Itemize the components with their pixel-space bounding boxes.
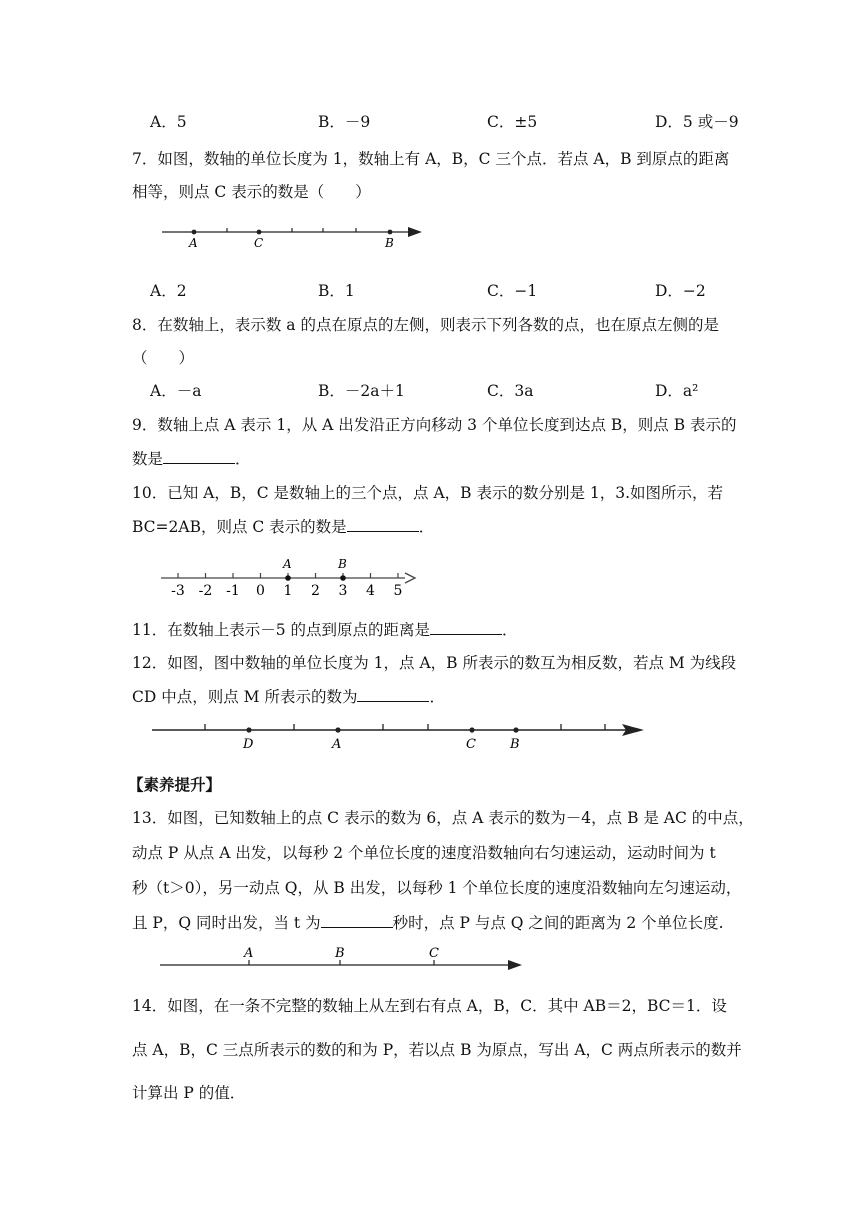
q10-tick-label: -1 xyxy=(226,583,240,599)
q12-label-a: A xyxy=(332,737,342,752)
q13-label-b: B xyxy=(335,946,345,961)
q13-label-c: C xyxy=(429,946,439,961)
q13-text-line3: 秒（t＞0），另一动点 Q，从 B 出发，以每秒 1 个单位长度的速度沿数轴向左匀速运动， xyxy=(132,879,742,897)
q8-option-d: D．a² xyxy=(655,382,699,400)
q10-tick-label: 3 xyxy=(338,583,348,599)
q13-text-line2: 动点 P 从点 A 出发，以每秒 2 个单位长度的速度沿数轴向右匀速运动，运动时间为 t xyxy=(132,844,716,862)
q12-text-pre: CD 中点，则点 M 所表示的数为 xyxy=(132,688,358,706)
q8-option-a: A．－a xyxy=(150,382,202,400)
q9-answer-blank[interactable] xyxy=(163,449,235,464)
q12-number-line xyxy=(148,714,658,754)
q12-label-c: C xyxy=(466,737,476,752)
q10-tick-label: 4 xyxy=(366,583,375,599)
q12-text-line1: 12．如图，图中数轴的单位长度为 1，点 A，B 所表示的数互为相反数，若点 M 为线段 xyxy=(132,654,737,672)
q10-number-line xyxy=(155,556,425,600)
q11-text-pre: 11．在数轴上表示－5 的点到原点的距离是 xyxy=(132,621,431,639)
q9-text-line1: 9．数轴上点 A 表示 1，从 A 出发沿正方向移动 3 个单位长度到达点 B，则点 B 表示的 xyxy=(132,416,737,434)
q10-label-b: B xyxy=(338,557,347,571)
q6-option-a: A．5 xyxy=(150,113,187,131)
q6-option-d: D．5 或－9 xyxy=(655,113,739,131)
q6-option-b: B．－9 xyxy=(318,113,371,131)
q7-option-a: A．2 xyxy=(150,282,187,300)
q7-text-line1: 7．如图，数轴的单位长度为 1，数轴上有 A，B，C 三个点．若点 A，B 到原点的距离 xyxy=(132,150,730,168)
q11-text-post: ． xyxy=(502,621,518,639)
q10-answer-blank[interactable] xyxy=(347,517,419,532)
q13-number-line xyxy=(158,945,538,981)
q13-text-line4 xyxy=(132,913,724,933)
q7-option-c: C．−1 xyxy=(487,282,538,300)
q13-text-post: 秒时，点 P 与点 Q 之间的距离为 2 个单位长度. xyxy=(392,914,724,932)
q14-text-line1: 14．如图，在一条不完整的数轴上从左到右有点 A，B，C．其中 AB＝2，BC＝1．设 xyxy=(132,997,727,1015)
q7-text-line2: 相等，则点 C 表示的数是（ ） xyxy=(132,183,371,201)
q10-tick-label: 5 xyxy=(393,583,403,599)
q10-tick-label: 2 xyxy=(311,583,320,599)
q14-text-line2: 点 A，B，C 三点所表示的数的和为 P，若以点 B 为原点，写出 A，C 两点所表示的数并 xyxy=(132,1041,742,1059)
q9-text-line2 xyxy=(132,449,251,469)
q6-option-c: C．±5 xyxy=(487,113,538,131)
section-title: 【素养提升】 xyxy=(128,775,222,794)
q10-label-a: A xyxy=(283,557,292,571)
q10-text-post: ． xyxy=(418,518,435,536)
q8-text-line1: 8．在数轴上，表示数 a 的点在原点的左侧，则表示下列各数的点，也在原点左侧的是 xyxy=(132,316,719,334)
q7-label-b: B xyxy=(385,236,394,250)
q9-text-pre: 数是 xyxy=(132,450,164,468)
q12-label-d: D xyxy=(243,737,254,752)
q11-text xyxy=(132,620,518,640)
q13-label-a: A xyxy=(244,946,254,961)
q12-label-b: B xyxy=(510,737,520,752)
q10-text-pre: BC=2AB，则点 C 表示的数是 xyxy=(132,518,347,536)
q13-text-line1: 13．如图，已知数轴上的点 C 表示的数为 6，点 A 表示的数为－4，点 B 是 AC 的中点， xyxy=(132,809,754,827)
q10-text-line1: 10．已知 A，B，C 是数轴上的三个点，点 A，B 表示的数分别是 1，3.如图所示，若 xyxy=(132,484,724,502)
q8-option-b: B．－2a＋1 xyxy=(318,382,405,400)
q10-tick-label: 0 xyxy=(256,583,265,599)
q11-answer-blank[interactable] xyxy=(430,620,502,635)
q13-answer-blank[interactable] xyxy=(321,913,393,928)
q7-option-d: D．−2 xyxy=(655,282,706,300)
q12-text-post: ． xyxy=(429,688,445,706)
q14-text-line3: 计算出 P 的值． xyxy=(132,1084,246,1102)
q8-text-line2: （ ） xyxy=(132,349,195,367)
q7-number-line xyxy=(150,218,440,258)
q10-tick-label: -2 xyxy=(198,583,213,599)
q7-option-b: B．1 xyxy=(318,282,355,300)
q7-label-a: A xyxy=(189,236,198,250)
q12-answer-blank[interactable] xyxy=(357,687,429,702)
q12-text-line2 xyxy=(132,687,445,707)
q8-option-c: C．3a xyxy=(487,382,534,400)
q9-text-post: ． xyxy=(235,450,251,468)
q10-tick-label: -3 xyxy=(171,583,185,599)
q13-text-pre: 且 P，Q 同时出发，当 t 为 xyxy=(132,914,321,932)
q7-label-c: C xyxy=(254,236,264,250)
q10-text-line2 xyxy=(132,517,434,537)
q10-tick-label: 1 xyxy=(283,583,293,599)
